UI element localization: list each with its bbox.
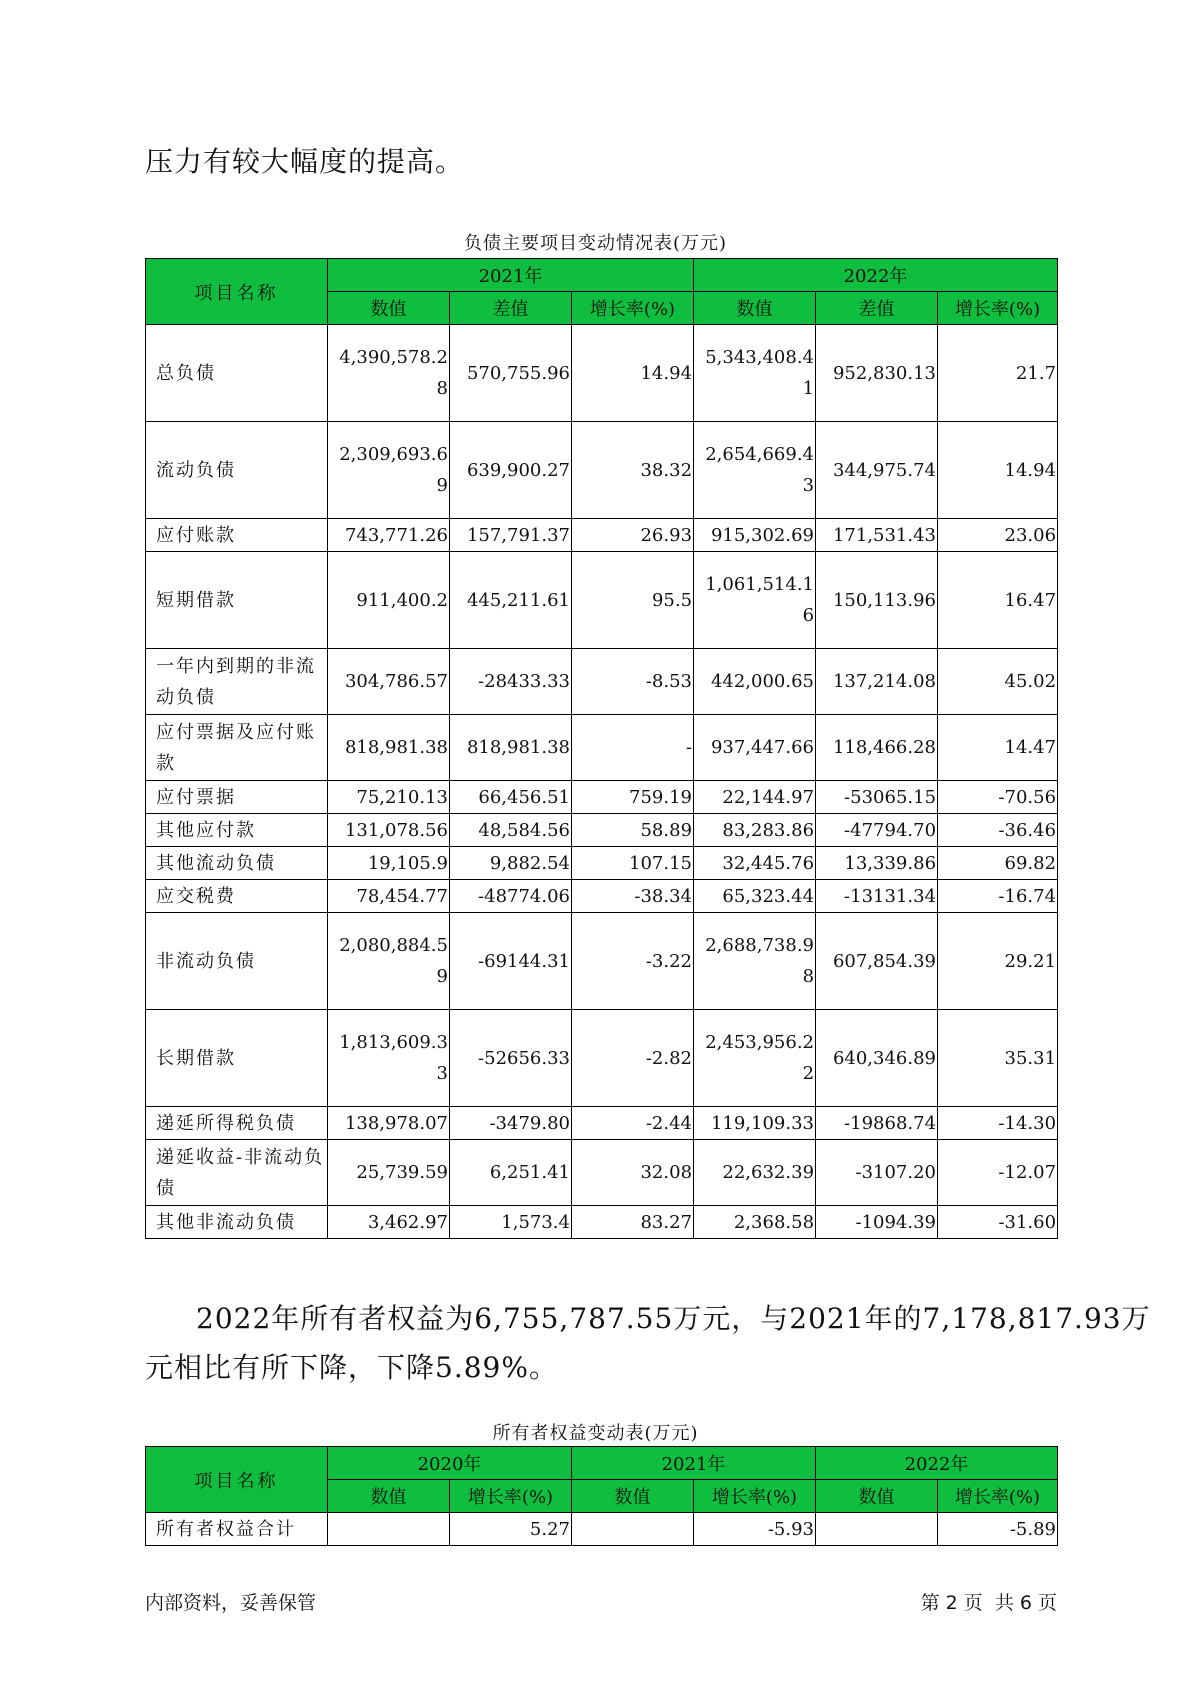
table-cell: 138,978.07 (328, 1107, 450, 1140)
table-cell: 304,786.57 (328, 649, 450, 715)
table-cell: 743,771.26 (328, 519, 450, 552)
table-cell: 45.02 (938, 649, 1058, 715)
intro-line: 压力有较大幅度的提高。 (145, 145, 465, 178)
subheader-growth-rate: 增长率(%) (450, 1480, 572, 1513)
table-cell: -13131.34 (816, 880, 938, 913)
table-row (146, 715, 1058, 781)
subheader-value: 数值 (328, 1480, 450, 1513)
table-row (146, 325, 1058, 422)
table-cell: 1,813,609.33 (328, 1010, 450, 1107)
table-cell: 2,309,693.69 (328, 422, 450, 519)
table-cell: 78,454.77 (328, 880, 450, 913)
table-cell: 2,368.58 (694, 1206, 816, 1239)
table-cell: 937,447.66 (694, 715, 816, 781)
table-cell: 5,343,408.41 (694, 325, 816, 422)
table-cell: 83,283.86 (694, 814, 816, 847)
table-row (146, 1010, 1058, 1107)
table-row (146, 519, 1058, 552)
table-cell: -69144.31 (450, 913, 572, 1010)
table-cell: 344,975.74 (816, 422, 938, 519)
table-cell: 150,113.96 (816, 552, 938, 649)
table-cell: - (572, 715, 694, 781)
row-label: 应付票据 (146, 781, 328, 814)
table-cell: 818,981.38 (450, 715, 572, 781)
table-cell: -14.30 (938, 1107, 1058, 1140)
row-label: 其他应付款 (146, 814, 328, 847)
subheader-value: 数值 (694, 292, 816, 325)
table-row (146, 1206, 1058, 1239)
table-cell: 442,000.65 (694, 649, 816, 715)
table-cell: -53065.15 (816, 781, 938, 814)
table-cell: -16.74 (938, 880, 1058, 913)
table-row (146, 422, 1058, 519)
equity-paragraph-line2: 元相比有所下降，下降5.89%。 (145, 1351, 558, 1384)
subheader-difference: 差值 (450, 292, 572, 325)
row-label: 递延所得税负债 (146, 1107, 328, 1140)
table-cell: 29.21 (938, 913, 1058, 1010)
table-cell: 22,144.97 (694, 781, 816, 814)
row-label: 一年内到期的非流动负债 (146, 649, 328, 715)
table-cell: 23.06 (938, 519, 1058, 552)
table-cell: 171,531.43 (816, 519, 938, 552)
table-cell: 26.93 (572, 519, 694, 552)
table-cell: 137,214.08 (816, 649, 938, 715)
table1-caption: 负债主要项目变动情况表(万元) (463, 233, 728, 254)
table-cell: 5.27 (450, 1513, 572, 1546)
table-cell: 25,739.59 (328, 1140, 450, 1206)
table-cell: 915,302.69 (694, 519, 816, 552)
table-cell: -2.82 (572, 1010, 694, 1107)
table-cell: 6,251.41 (450, 1140, 572, 1206)
table-cell: 21.7 (938, 325, 1058, 422)
table-cell: 952,830.13 (816, 325, 938, 422)
table-cell: -70.56 (938, 781, 1058, 814)
table-cell: 157,791.37 (450, 519, 572, 552)
table-cell: 1,573.4 (450, 1206, 572, 1239)
table-cell: 65,323.44 (694, 880, 816, 913)
table-cell (328, 1513, 450, 1546)
table-cell: 22,632.39 (694, 1140, 816, 1206)
table-cell: 13,339.86 (816, 847, 938, 880)
header-year-2022: 2022年 (694, 259, 1058, 292)
header-year-2020: 2020年 (328, 1447, 572, 1480)
table-cell: 759.19 (572, 781, 694, 814)
table-cell: 445,211.61 (450, 552, 572, 649)
table-cell: -12.07 (938, 1140, 1058, 1206)
table-cell: 19,105.9 (328, 847, 450, 880)
table-cell: 32.08 (572, 1140, 694, 1206)
row-label: 总负债 (146, 325, 328, 422)
table-cell: 48,584.56 (450, 814, 572, 847)
equity-paragraph-line1: 2022年所有者权益为6,755,787.55万元，与2021年的7,178,817.93万 (196, 1302, 1151, 1335)
table-cell: 58.89 (572, 814, 694, 847)
table-cell: 38.32 (572, 422, 694, 519)
table-cell: -28433.33 (450, 649, 572, 715)
row-label: 应付账款 (146, 519, 328, 552)
table-cell: 107.15 (572, 847, 694, 880)
table-cell: 16.47 (938, 552, 1058, 649)
table-cell: 66,456.51 (450, 781, 572, 814)
table-cell: -52656.33 (450, 1010, 572, 1107)
subheader-difference: 差值 (816, 292, 938, 325)
subheader-value: 数值 (816, 1480, 938, 1513)
table-cell: -36.46 (938, 814, 1058, 847)
row-label: 其他非流动负债 (146, 1206, 328, 1239)
row-label: 非流动负债 (146, 913, 328, 1010)
table-cell: 83.27 (572, 1206, 694, 1239)
table-cell: 131,078.56 (328, 814, 450, 847)
table-row (146, 1513, 1058, 1546)
table-cell: 2,654,669.43 (694, 422, 816, 519)
table-cell: 3,462.97 (328, 1206, 450, 1239)
row-label: 应付票据及应付账款 (146, 715, 328, 781)
table-cell: 2,688,738.98 (694, 913, 816, 1010)
table-row (146, 552, 1058, 649)
table-cell: 570,755.96 (450, 325, 572, 422)
header-year-2021: 2021年 (572, 1447, 816, 1480)
table-cell: -3107.20 (816, 1140, 938, 1206)
table-cell: 95.5 (572, 552, 694, 649)
table-cell: 639,900.27 (450, 422, 572, 519)
table-cell: -38.34 (572, 880, 694, 913)
table-cell (816, 1513, 938, 1546)
subheader-value: 数值 (572, 1480, 694, 1513)
table-row (146, 913, 1058, 1010)
table-cell: -1094.39 (816, 1206, 938, 1239)
table-cell: -47794.70 (816, 814, 938, 847)
header-item-name: 项目名称 (146, 1447, 328, 1513)
table-cell: -19868.74 (816, 1107, 938, 1140)
table-cell: -5.93 (694, 1513, 816, 1546)
footer-confidential-note: 内部资料，妥善保管 (145, 1592, 317, 1614)
header-year-2022: 2022年 (816, 1447, 1058, 1480)
table-cell: 2,080,884.59 (328, 913, 450, 1010)
table-cell: 640,346.89 (816, 1010, 938, 1107)
table-cell: 35.31 (938, 1010, 1058, 1107)
subheader-growth-rate: 增长率(%) (694, 1480, 816, 1513)
row-label: 所有者权益合计 (146, 1513, 328, 1546)
equity-table (145, 1446, 1058, 1546)
subheader-value: 数值 (328, 292, 450, 325)
table-row (146, 1107, 1058, 1140)
table-cell: 75,210.13 (328, 781, 450, 814)
table-cell: -5.89 (938, 1513, 1058, 1546)
table-cell: -31.60 (938, 1206, 1058, 1239)
table-row (146, 814, 1058, 847)
table-cell: 2,453,956.22 (694, 1010, 816, 1107)
subheader-growth-rate: 增长率(%) (572, 292, 694, 325)
row-label: 应交税费 (146, 880, 328, 913)
table-cell: 118,466.28 (816, 715, 938, 781)
table-row (146, 781, 1058, 814)
table-cell: -8.53 (572, 649, 694, 715)
header-item-name: 项目名称 (146, 259, 328, 325)
table-cell: 818,981.38 (328, 715, 450, 781)
liabilities-table (145, 258, 1058, 1239)
subheader-growth-rate: 增长率(%) (938, 292, 1058, 325)
table-cell: -2.44 (572, 1107, 694, 1140)
table-cell: 607,854.39 (816, 913, 938, 1010)
subheader-growth-rate: 增长率(%) (938, 1480, 1058, 1513)
table-row (146, 649, 1058, 715)
table-cell: 4,390,578.28 (328, 325, 450, 422)
table-row (146, 1140, 1058, 1206)
table-cell: 69.82 (938, 847, 1058, 880)
table-row (146, 880, 1058, 913)
table-cell: 32,445.76 (694, 847, 816, 880)
row-label: 长期借款 (146, 1010, 328, 1107)
footer-page-number: 第 2 页 共 6 页 (920, 1592, 1057, 1614)
row-label: 短期借款 (146, 552, 328, 649)
table-cell: 14.94 (938, 422, 1058, 519)
table-cell: -48774.06 (450, 880, 572, 913)
table-cell: 1,061,514.16 (694, 552, 816, 649)
row-label: 其他流动负债 (146, 847, 328, 880)
table2-caption: 所有者权益变动表(万元) (492, 1423, 699, 1444)
table-cell: 911,400.2 (328, 552, 450, 649)
table-cell: 9,882.54 (450, 847, 572, 880)
table-cell: -3.22 (572, 913, 694, 1010)
row-label: 递延收益-非流动负债 (146, 1140, 328, 1206)
table-cell: 119,109.33 (694, 1107, 816, 1140)
table-cell: 14.94 (572, 325, 694, 422)
table-row (146, 847, 1058, 880)
row-label: 流动负债 (146, 422, 328, 519)
table-cell: 14.47 (938, 715, 1058, 781)
table-cell (572, 1513, 694, 1546)
header-year-2021: 2021年 (328, 259, 694, 292)
table-cell: -3479.80 (450, 1107, 572, 1140)
